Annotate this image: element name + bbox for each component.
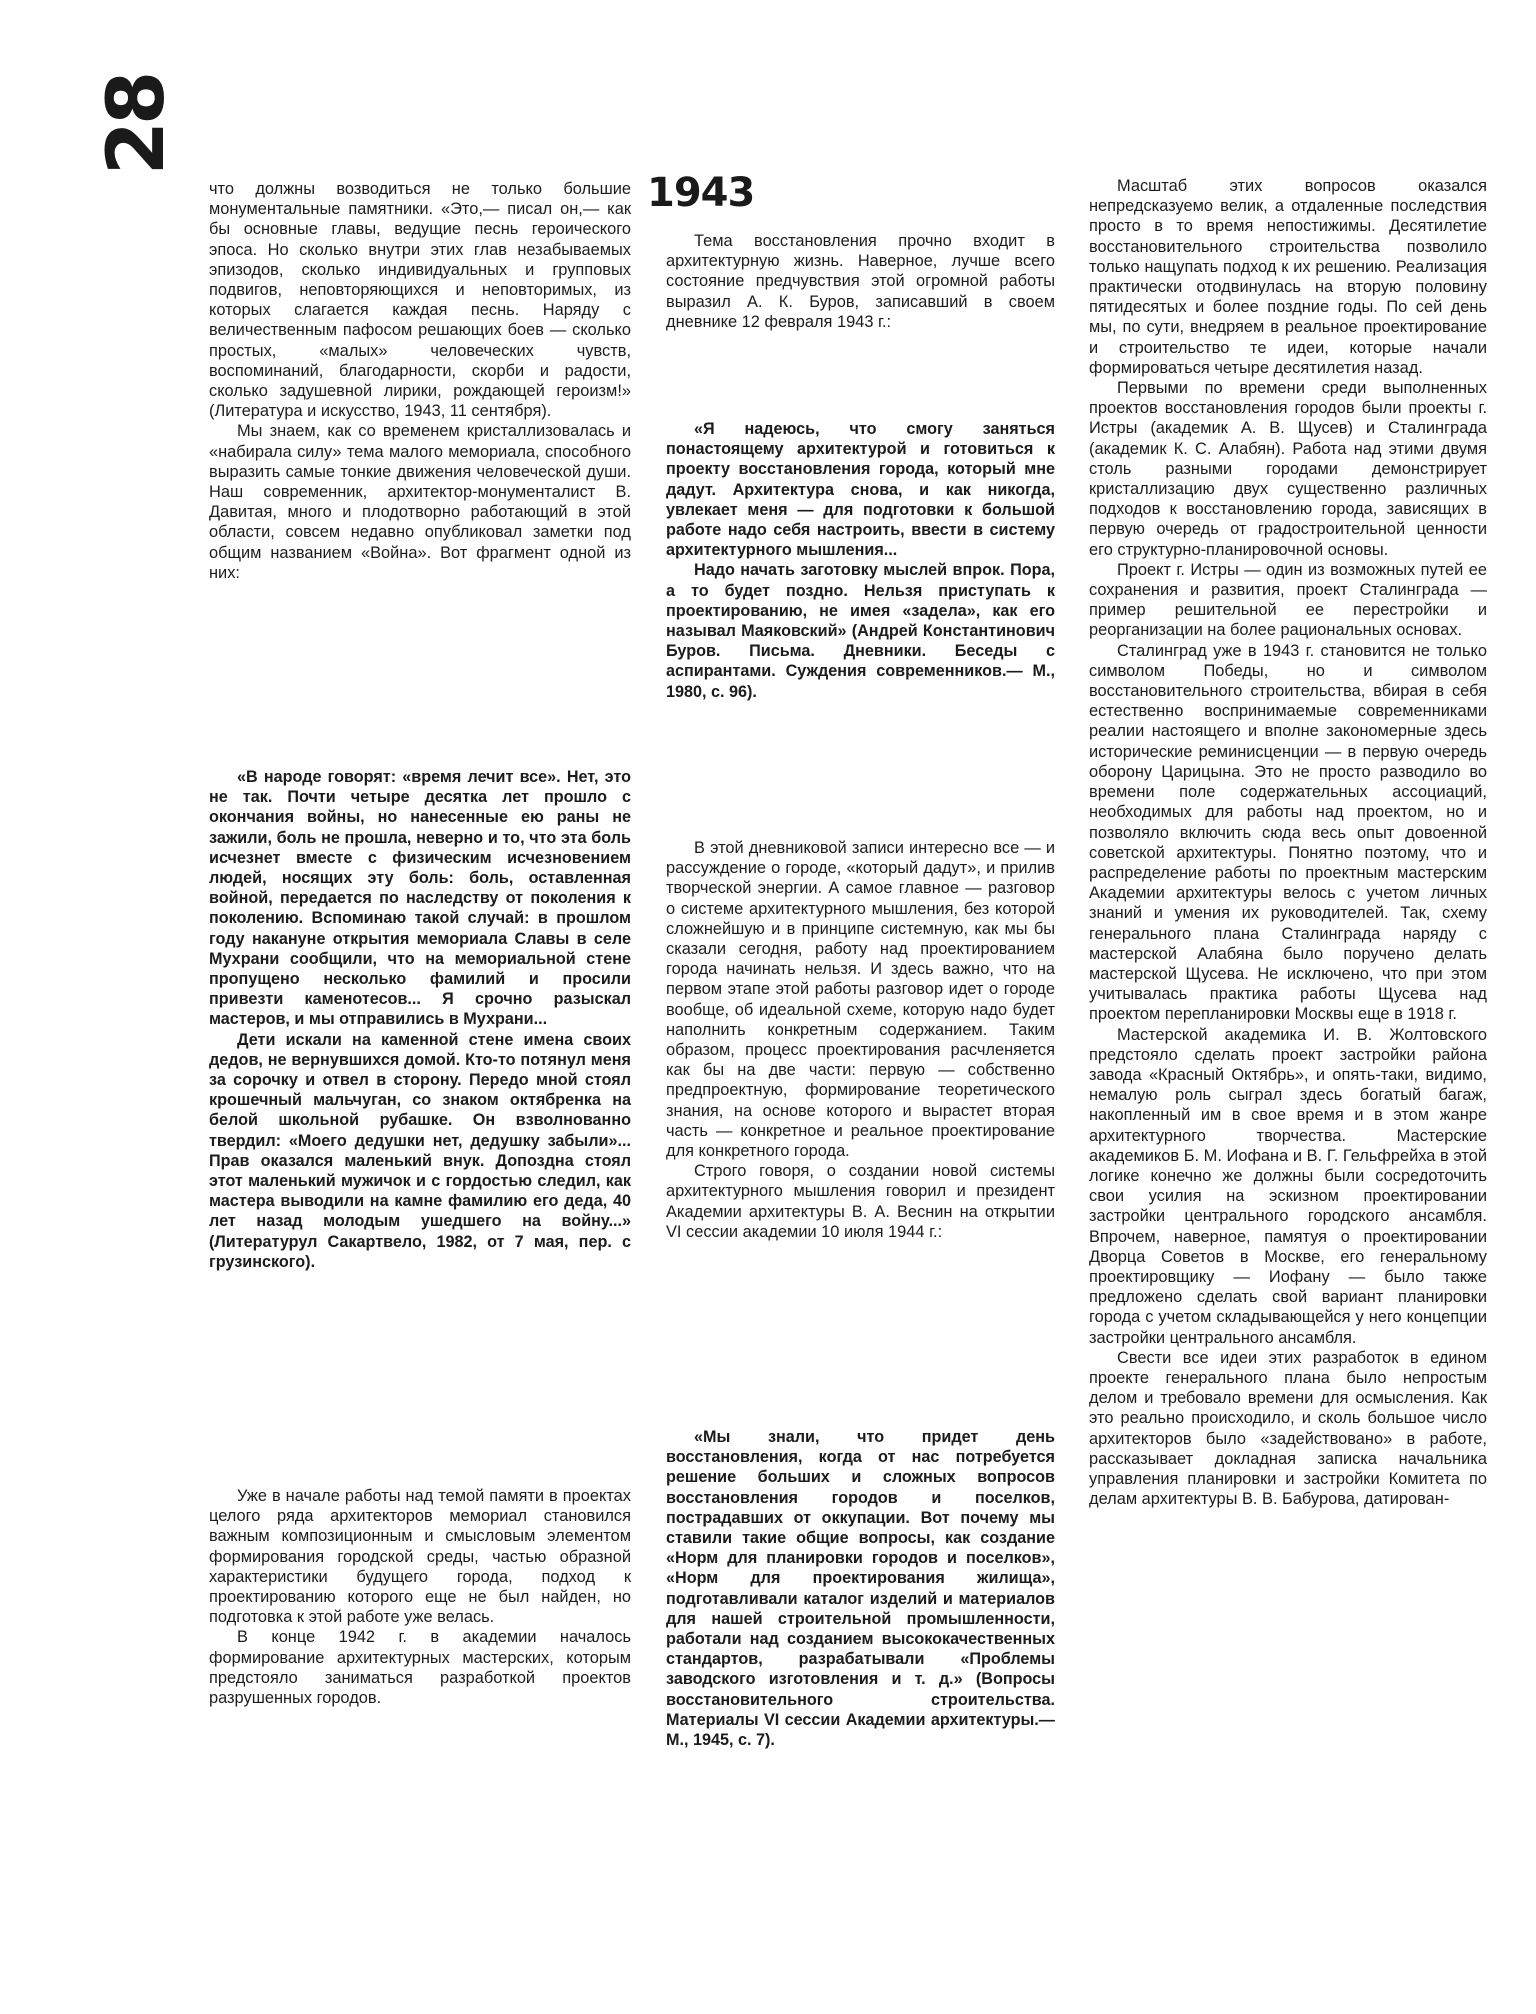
quote-paragraph: Дети искали на каменной стене имена своих дедов, не вернувшихся домой. Кто-то потянул меня за сорочку и отвел в сторону. Передо мной стоял крошечный мальчуган, со знаком октябренка на белой школьной рубашке. Он взволнованно твердил: «Моего дедушки нет, дедушку забыли»... Прав оказался маленький внук. Допоздна стоял этот маленький мужичок и с гордостью следил, как мастера выводили на камне фамилию его деда, 40 лет назад молодым ушедшего на войну...» (Литературул Сакартвело, 1982, от 7 мая, пер. с грузинского).	[209, 1030, 631, 1271]
paragraph: Первыми по времени среди выполненных проектов восстановления городов были проекты г. Истры (академик А. В. Щусев) и Сталинграда (академик К. С. Алабян). Работа над этими двумя столь разными городами демонстрирует кристаллизацию двух существенно различных подходов к восстановлению города, зависящих в первую очередь от градостроительной ценности его структурно-планировочной основы.	[1089, 379, 1487, 559]
paragraph: Масштаб этих вопросов оказался непредсказуемо велик, а отдаленные последствия просто в то время непостижимы. Десятилетие восстановительного строительства позволило только нащупать подход к их решению. Реализация практически отодвинулась на вторую половину пятидесятых и более поздние годы. По сей день мы, по сути, внедряем в реальное проектирование и строительство те идеи, которые начали формироваться четыре десятилетия назад.	[1089, 177, 1487, 377]
paragraph: Тема восстановления прочно входит в архитектурную жизнь. Наверное, лучше всего состояние предчувствия этой огромной работы выразил А. К. Буров, записавший в своем дневнике 12 февраля 1943 г.:	[666, 232, 1055, 331]
paragraph: Уже в начале работы над темой памяти в проектах целого ряда архитекторов мемориал становился важным композиционным и смысловым элементом формирования городской среды, частью образной характеристики будущего города, подход к проектированию которого еще не был найден, но подготовка к этой работе уже велась.	[209, 1487, 631, 1627]
paragraph: Строго говоря, о создании новой системы архитектурного мышления говорил и президент Академии архитектуры В. А. Веснин на открытии VI сессии академии 10 июля 1944 г.:	[666, 1162, 1055, 1241]
column-1-bottom	[209, 1486, 631, 1708]
column-3	[1089, 176, 1487, 1509]
column-2-intro	[666, 231, 1055, 332]
quote-paragraph: «Мы знали, что придет день восстановления, когда от нас потребуется решение больших и сложных вопросов восстановления городов и поселков, пострадавших от оккупации. Вот почему мы ставили такие общие вопросы, как создание «Норм для планировки городов и поселков», «Норм для проектирования жилища», подготавливали каталог изделий и материалов для нашей строительной промышленности, работали над созданием высококачественных стандартов, разрабатывали «Проблемы заводского изготовления и т. д.» (Вопросы восстановительного строительства. Материалы VI сессии Академии архитектуры.— М., 1945, с. 7).	[666, 1428, 1055, 1750]
paragraph: Проект г. Истры — один из возможных путей ее сохранения и развития, проект Сталинграда — пример решительной ее перестройки и реорганизации на более рациональных основах.	[1089, 560, 1487, 640]
paragraph: В этой дневниковой записи интересно все — и рассуждение о городе, «который дадут», и прилив творческой энергии. А самое главное — разговор о системе архитектурного мышления, без которой сложнейшую и в принципе системную, как мы бы сказали сегодня, работу над проектированием города начинать нельзя. И здесь важно, что на первом этапе этой работы разговор идет о городе вообще, об идеальной схеме, которую надо будет наполнить конкретным содержанием. Таким образом, процесс проектирования расчленяется как бы на две части: первую — собственно предпроектную, формирование теоретического знания, на основе которого и вырастет вторая часть — конкретное и реальное проектирование для конкретного города.	[666, 839, 1055, 1161]
column-2-body	[666, 838, 1055, 1242]
quote-paragraph: «Я надеюсь, что смогу заняться понастоящему архитектурой и готовиться к проекту восстановления города, который мне дадут. Архитектура снова, и как никогда, увлекает меня — для подготовки к большой работе надо себя настроить, ввести в систему архитектурного мышления...	[666, 420, 1055, 560]
section-heading-year: 1943	[647, 170, 755, 216]
paragraph: что должны возводиться не только большие монументальные памятники. «Это,— писал он,— как бы основные главы, ведущие песнь героического эпоса. Но сколько внутри этих глав незабываемых эпизодов, сколько индивидуальных и групповых подвигов, неповторяющихся и неповторимых, из которых слагается каждая песнь. Наряду с величественным пафосом решающих боев — сколько простых, «малых» человеческих чувств, воспоминаний, благодарности, скорби и радости, сколько задушевной лирики, рождающей героизм!» (Литература и искусство, 1943, 11 сентября).	[209, 180, 631, 421]
quote-vesnin	[666, 1427, 1055, 1750]
quote-paragraph: «В народе говорят: «время лечит все». Нет, это не так. Почти четыре десятка лет прошло с окончания войны, но нанесенные ею раны не зажили, боль не прошла, неверно и то, что эта боль исчезнет вместе с физическим исчезновением людей, носящих эту боль: боль, оставленная войной, передается по наследству от поколения к поколению. Вспоминаю такой случай: в прошлом году накануне открытия мемориала Славы в селе Мухрани сообщили, что на мемориальной стене пропущено несколько фамилий и просили привезти каменотесов... Я срочно разыскал мастеров, и мы отправились в Мухрани...	[209, 768, 631, 1029]
quote-burov	[666, 419, 1055, 702]
quote-paragraph: Надо начать заготовку мыслей впрок. Пора, а то будет поздно. Нельзя приступать к проектированию, не имея «задела», как его называл Маяковский» (Андрей Константинович Буров. Письма. Дневники. Беседы с аспирантами. Суждения современников.— М., 1980, с. 96).	[666, 561, 1055, 701]
paragraph: Мы знаем, как со временем кристаллизовалась и «набирала силу» тема малого мемориала, способного выразить самые тонкие движения человеческой души. Наш современник, архитектор-монументалист В. Давитая, много и плодотворно работающий в этой области, совсем недавно опубликовал заметки под общим названием «Война». Вот фрагмент одной из них:	[209, 422, 631, 582]
paragraph: Сталинград уже в 1943 г. становится не только символом Победы, но и символом восстановительного строительства, вбирая в себя естественно воспринимаемые современниками реалии настоящего и вполне закономерные здесь исторические реминисценции — в первую очередь оборону Царицына. Это не просто разводило во времени поле содержательных ассоциаций, необходимых для работы над проектом, но и позволяло включить сюда весь опыт довоенной советской архитектуры. Понятно поэтому, что и распределение работы по проектным мастерским Академии архитектуры велось с учетом личных знаний и умения их руководителей. Так, схему генерального плана Сталинграда наряду с мастерской Алабяна было поручено делать мастерской Щусева. Не исключено, что при этом учитывалась практика работы Щусева над проектом перепланировки Москвы еще в 1918 г.	[1089, 641, 1487, 1024]
paragraph: Мастерской академика И. В. Жолтовского предстояло сделать проект застройки района завода «Красный Октябрь», и опять-таки, видимо, немалую роль сыграл здесь богатый багаж, накопленный им в свое время и в этом жанре архитектурного творчества. Мастерские академиков Б. М. Иофана и В. Г. Гельфрейха в этой логике конечно же должны были сосредоточить свои усилия на эскизном проектировании застройки центрального городского ансамбля. Впрочем, наверное, памятуя о проектировании Дворца Советов в Москве, его генеральному проектировщику — Иофану — было также предложено сделать свой вариант планировки города с учетом складывающейся у него концепции застройки центрального ансамбля.	[1089, 1025, 1487, 1347]
paragraph: В конце 1942 г. в академии началось формирование архитектурных мастерских, которым предстояло заниматься разработкой проектов разрушенных городов.	[209, 1628, 631, 1708]
column-1-top	[209, 179, 631, 583]
quote-davitaya	[209, 767, 631, 1272]
page-number: 28	[92, 74, 182, 176]
paragraph: Свести все идеи этих разработок в едином проекте генерального плана было непростым делом и требовало времени для осмысления. Как это реально происходило, и сколь большое число архитекторов было «задействовано» в работе, рассказывает докладная записка начальника управления планировки и застройки Комитета по делам архитектуры В. В. Бабурова, датирован-	[1089, 1348, 1487, 1509]
